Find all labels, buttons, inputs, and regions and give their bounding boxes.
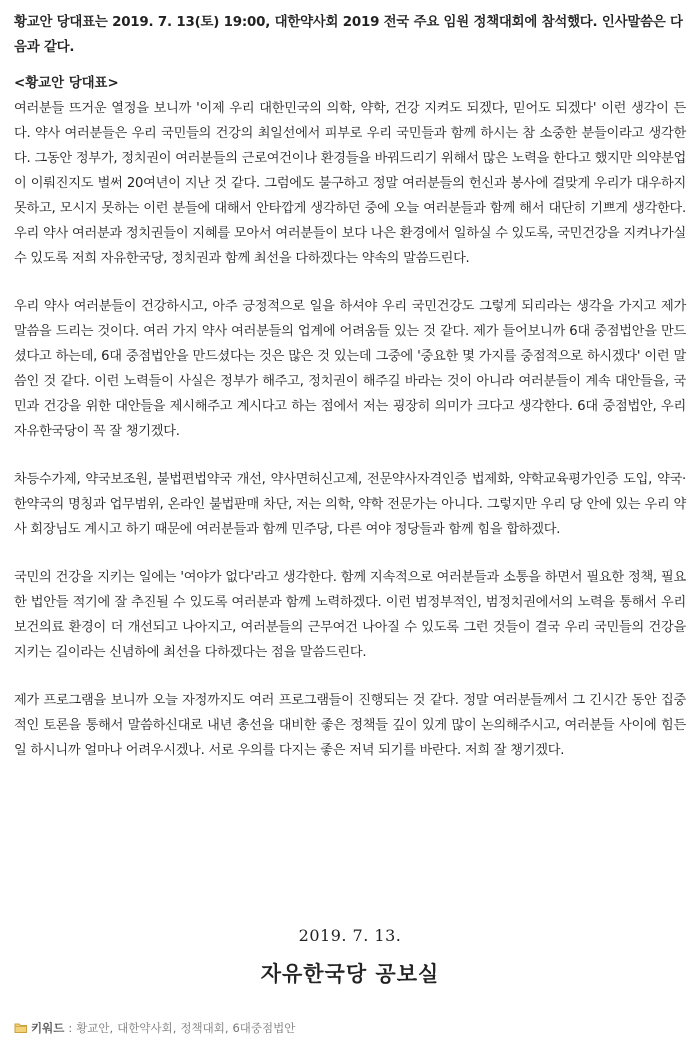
- keyword-link[interactable]: 정책대회: [180, 1021, 225, 1035]
- keyword-link[interactable]: 대한약사회: [117, 1021, 173, 1035]
- keyword-comma: ,: [109, 1021, 114, 1035]
- keyword-link[interactable]: 6대중점법안: [232, 1021, 296, 1035]
- article-body: [14, 10, 686, 763]
- folder-icon: [14, 1022, 28, 1034]
- press-office-name: 자유한국당 공보실: [260, 962, 440, 986]
- keywords-bar: [14, 1020, 295, 1036]
- keyword-comma: ,: [172, 1021, 177, 1035]
- paragraph-1: 여러분들 뜨거운 열정을 보니까 '이제 우리 대한민국의 의학, 약학, 건강 지켜도 되겠다, 믿어도 되겠다' 이런 생각이 든다. 약사 여러분들은 우리 국민들의 건강의 최일선에서 피부로 우리 국민들과 함께 하시는 참 소중한 분들이라고 생각한다. 그동안 정부가, 정치권이 여러분들의 근로여건이나 환경들을 바꿔드리기 위해서 많은 노력을 한다고 했지만 의약분업이 이뤄진지도 벌써 20여년이 지난 것 같다. 그럼에도 불구하고 정말 여러분들의 헌신과 봉사에 걸맞게 우리가 대우하지 못하고, 모시지 못하는 이런 분들에 대해서 안타깝게 생각하던 중에 오늘 여러분들과 함께 해서 대단히 기쁘게 생각한다. 우리 약사 여러분과 정치권들이 지혜를 모아서 여러분들이 보다 나은 환경에서 일하실 수 있도록, 국민건강을 지켜나가실 수 있도록 저희 자유한국당, 정치권과 함께 최선을 다하겠다는 약속의 말씀드린다.: [14, 101, 686, 266]
- paragraph-5: 제가 프로그램을 보니까 오늘 자정까지도 여러 프로그램들이 진행되는 것 같다. 정말 여러분들께서 그 긴시간 동안 집중적인 토론을 통해서 말씀하신대로 내년 총선을 대비한 좋은 정책들 깊이 있게 많이 논의해주시고, 여러분들 사이에 힘든 일 하시니까 얼마나 어려우시겠나. 서로 우의를 다지는 좋은 저녁 되기를 바란다. 저희 잘 챙기겠다.: [14, 693, 686, 758]
- paragraph-3: 차등수가제, 약국보조원, 불법편법약국 개선, 약사면허신고제, 전문약사자격인증 법제화, 약학교육평가인증 도입, 약국·한약국의 명칭과 업무범위, 온라인 불법판매 차단, 저는 의학, 약학 전문가는 아니다. 그렇지만 우리 당 안에 있는 우리 약사 회장님도 계시고 하기 때문에 여러분들과 함께 민주당, 다른 여야 정당들과 함께 힘을 합하겠다.: [14, 472, 686, 537]
- intro-text: 황교안 당대표는 2019. 7. 13(토) 19:00, 대한약사회 2019 전국 주요 임원 정책대회에 참석했다. 인사말씀은 다음과 같다.: [14, 15, 683, 55]
- paragraph-4: 국민의 건강을 지키는 일에는 '여야가 없다'라고 생각한다. 함께 지속적으로 여러분들과 소통을 하면서 필요한 정책, 필요한 법안들 적기에 잘 추진될 수 있도록 여러분과 함께 노력하겠다. 이런 범정부적인, 범정치권에서의 노력을 통해서 우리 보건의료 환경이 더 개선되고 나아지고, 여러분들의 근무여건 나아질 수 있도록 그런 것들이 결국 우리 국민들의 건강을 지키는 길이라는 신념하에 최선을 다하겠다는 점을 말씀드린다.: [14, 570, 686, 660]
- keywords-label: 키워드: [31, 1021, 65, 1035]
- keyword-comma: ,: [224, 1021, 229, 1035]
- keywords-separator: :: [68, 1021, 73, 1035]
- speaker-label: <황교안 당대표>: [14, 76, 119, 91]
- paragraph-2: 우리 약사 여러분들이 건강하시고, 아주 긍정적으로 일을 하셔야 우리 국민건강도 그렇게 되리라는 생각을 가지고 제가 말씀을 드리는 것이다. 여러 가지 약사 여러분들의 업계에 어려움들 있는 것 같다. 제가 들어보니까 6대 중점법안을 만드셨다고 하는데, 6대 중점법안을 만드셨다는 것은 많은 것 있는데 그중에 '중요한 몇 가지를 중점적으로 하시겠다' 이런 말씀인 것 같다. 이런 노력들이 사실은 정부가 해주고, 정치권이 해주길 바라는 것이 아니라 여러분들이 계속 대안들을, 국민과 건강을 위한 대안들을 제시해주고 계시다고 하는 점에서 저는 굉장히 의미가 크다고 생각한다. 6대 중점법안, 우리 자유한국당이 꼭 잘 챙기겠다.: [14, 299, 686, 439]
- keyword-link[interactable]: 황교안: [76, 1021, 110, 1035]
- release-date: 2019. 7. 13.: [298, 926, 402, 945]
